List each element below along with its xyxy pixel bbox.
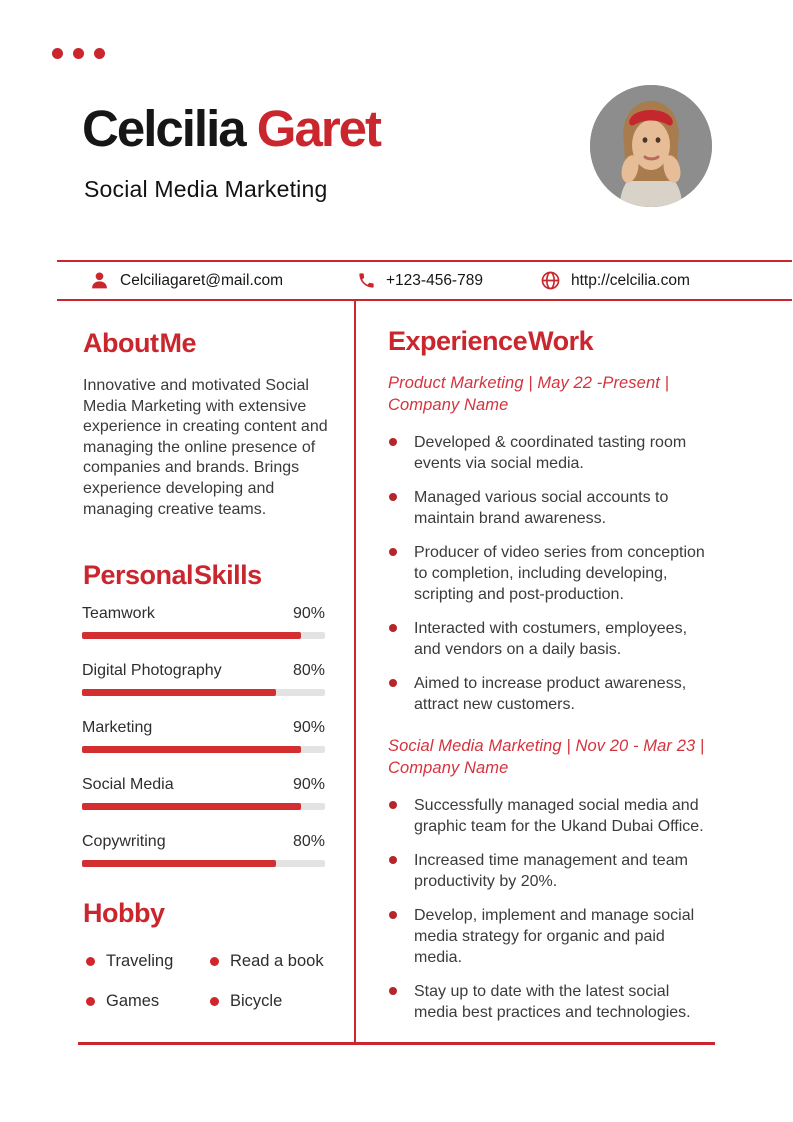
job-bullet-text: Interacted with costumers, employees, and vendors on a daily basis. [414, 620, 688, 658]
skill-bar-fill [82, 632, 301, 639]
hobby-label: Bicycle [230, 992, 283, 1010]
bullet-icon [389, 438, 397, 446]
job-bullet [388, 795, 712, 837]
phone-icon [357, 271, 376, 290]
bullet-icon [389, 493, 397, 501]
job-bullet [388, 981, 712, 1023]
hobby-item [86, 952, 210, 971]
job-bullet [388, 850, 712, 892]
email-text: Celciliagaret@mail.com [120, 271, 284, 289]
skill-row [82, 661, 325, 696]
last-name: Garet [256, 100, 381, 157]
skill-percent: 80% [292, 662, 325, 679]
personal-skills-heading: Personal Skills [83, 560, 262, 590]
skill-bar-track [82, 860, 325, 867]
skill-bar-track [82, 803, 325, 810]
skill-percent: 80% [292, 833, 325, 850]
section-personal-skills [82, 604, 325, 889]
job-entry [388, 735, 712, 1023]
hobby-label: Games [106, 992, 160, 1010]
bullet-icon [389, 911, 397, 919]
skill-percent: 90% [292, 719, 325, 736]
job-bullet-text: Develop, implement and manage social media strategy for organic and paid media. [414, 907, 695, 966]
skill-label: Digital Photography [82, 662, 222, 679]
skill-bar-track [82, 746, 325, 753]
job-bullet-text: Developed & coordinated tasting room events via social media. [414, 434, 687, 472]
bullet-icon [389, 856, 397, 864]
skill-row-header [82, 661, 325, 681]
job-bullet-text: Increased time management and team productivity by 20%. [414, 852, 688, 890]
job-bullet [388, 673, 712, 715]
experience-work-heading: Experience Work [388, 326, 594, 356]
hobby-label: Traveling [106, 952, 174, 970]
skill-bar-fill [82, 860, 276, 867]
skill-label: Social Media [82, 776, 174, 793]
job-title-line: Product Marketing | May 22 -Present | Company Name [388, 374, 669, 414]
job-bullet-list [388, 432, 712, 715]
job-bullet [388, 542, 712, 605]
dot-icon [94, 48, 105, 59]
globe-icon [540, 270, 561, 291]
job-entry [388, 372, 712, 715]
skill-percent: 90% [292, 776, 325, 793]
bullet-icon [86, 997, 95, 1006]
job-title-subtitle: Social Media Marketing [84, 176, 328, 202]
bullet-icon [210, 957, 219, 966]
about-me-heading: About Me [83, 328, 196, 358]
job-bullet-text: Producer of video series from conception to completion, including developing, scripting and post-production. [414, 544, 705, 603]
dot-icon [73, 48, 84, 59]
decorative-dots [52, 48, 105, 59]
skill-row [82, 832, 325, 867]
first-name: Celcilia [82, 100, 245, 157]
job-title-line: Social Media Marketing | Nov 20 - Mar 23 | Company Name [388, 737, 705, 777]
skill-row-header [82, 775, 325, 795]
skill-row [82, 775, 325, 810]
section-experience-work [388, 326, 712, 1043]
skill-bar-fill [82, 803, 301, 810]
website-text: http://celcilia.com [571, 271, 690, 289]
bullet-icon [210, 997, 219, 1006]
job-bullet [388, 487, 712, 529]
skill-bar-fill [82, 689, 276, 696]
hobby-item [210, 992, 346, 1011]
bullet-icon [389, 624, 397, 632]
avatar [590, 85, 712, 207]
skill-label: Teamwork [82, 605, 155, 622]
job-bullet-text: Successfully managed social media and graphic team for the Ukand Dubai Office. [414, 797, 704, 835]
job-bullet-text: Stay up to date with the latest social media best practices and technologies. [414, 983, 691, 1021]
phone-text: +123-456-789 [386, 271, 483, 289]
bullet-icon [86, 957, 95, 966]
skill-bar-track [82, 632, 325, 639]
skill-label: Copywriting [82, 833, 166, 850]
skill-bar-fill [82, 746, 301, 753]
column-divider [354, 301, 356, 1042]
section-hobby [86, 952, 346, 1011]
skill-row-header [82, 832, 325, 852]
job-bullet [388, 905, 712, 968]
hobby-heading: Hobby [83, 898, 165, 928]
contact-phone [357, 262, 483, 299]
job-bullet [388, 432, 712, 474]
hobby-item [86, 992, 210, 1011]
contact-email [89, 262, 283, 299]
skill-label: Marketing [82, 719, 153, 736]
section-about-me [83, 328, 331, 520]
bullet-icon [389, 679, 397, 687]
job-bullet [388, 618, 712, 660]
skill-bar-track [82, 689, 325, 696]
bullet-icon [389, 987, 397, 995]
contact-bar [57, 260, 792, 301]
dot-icon [52, 48, 63, 59]
skill-row-header [82, 718, 325, 738]
hobby-item [210, 952, 346, 971]
hobby-label: Read a book [230, 952, 324, 970]
skill-row [82, 604, 325, 639]
skill-row [82, 718, 325, 753]
bullet-icon [389, 548, 397, 556]
profile-photo [590, 85, 712, 207]
job-bullet-text: Managed various social accounts to maintain brand awareness. [414, 489, 669, 527]
bullet-icon [389, 801, 397, 809]
skill-percent: 90% [292, 605, 325, 622]
skill-row-header [82, 604, 325, 624]
contact-website [540, 262, 690, 299]
job-bullet-text: Aimed to increase product awareness, attract new customers. [414, 675, 687, 713]
person-name [82, 98, 380, 160]
job-bullet-list [388, 795, 712, 1023]
person-icon [89, 270, 110, 291]
about-me-text: Innovative and motivated Social Media Marketing with extensive experience in creating content and managing the online presence of companies and brands. Brings experience developing and managing creative teams. [83, 377, 328, 518]
